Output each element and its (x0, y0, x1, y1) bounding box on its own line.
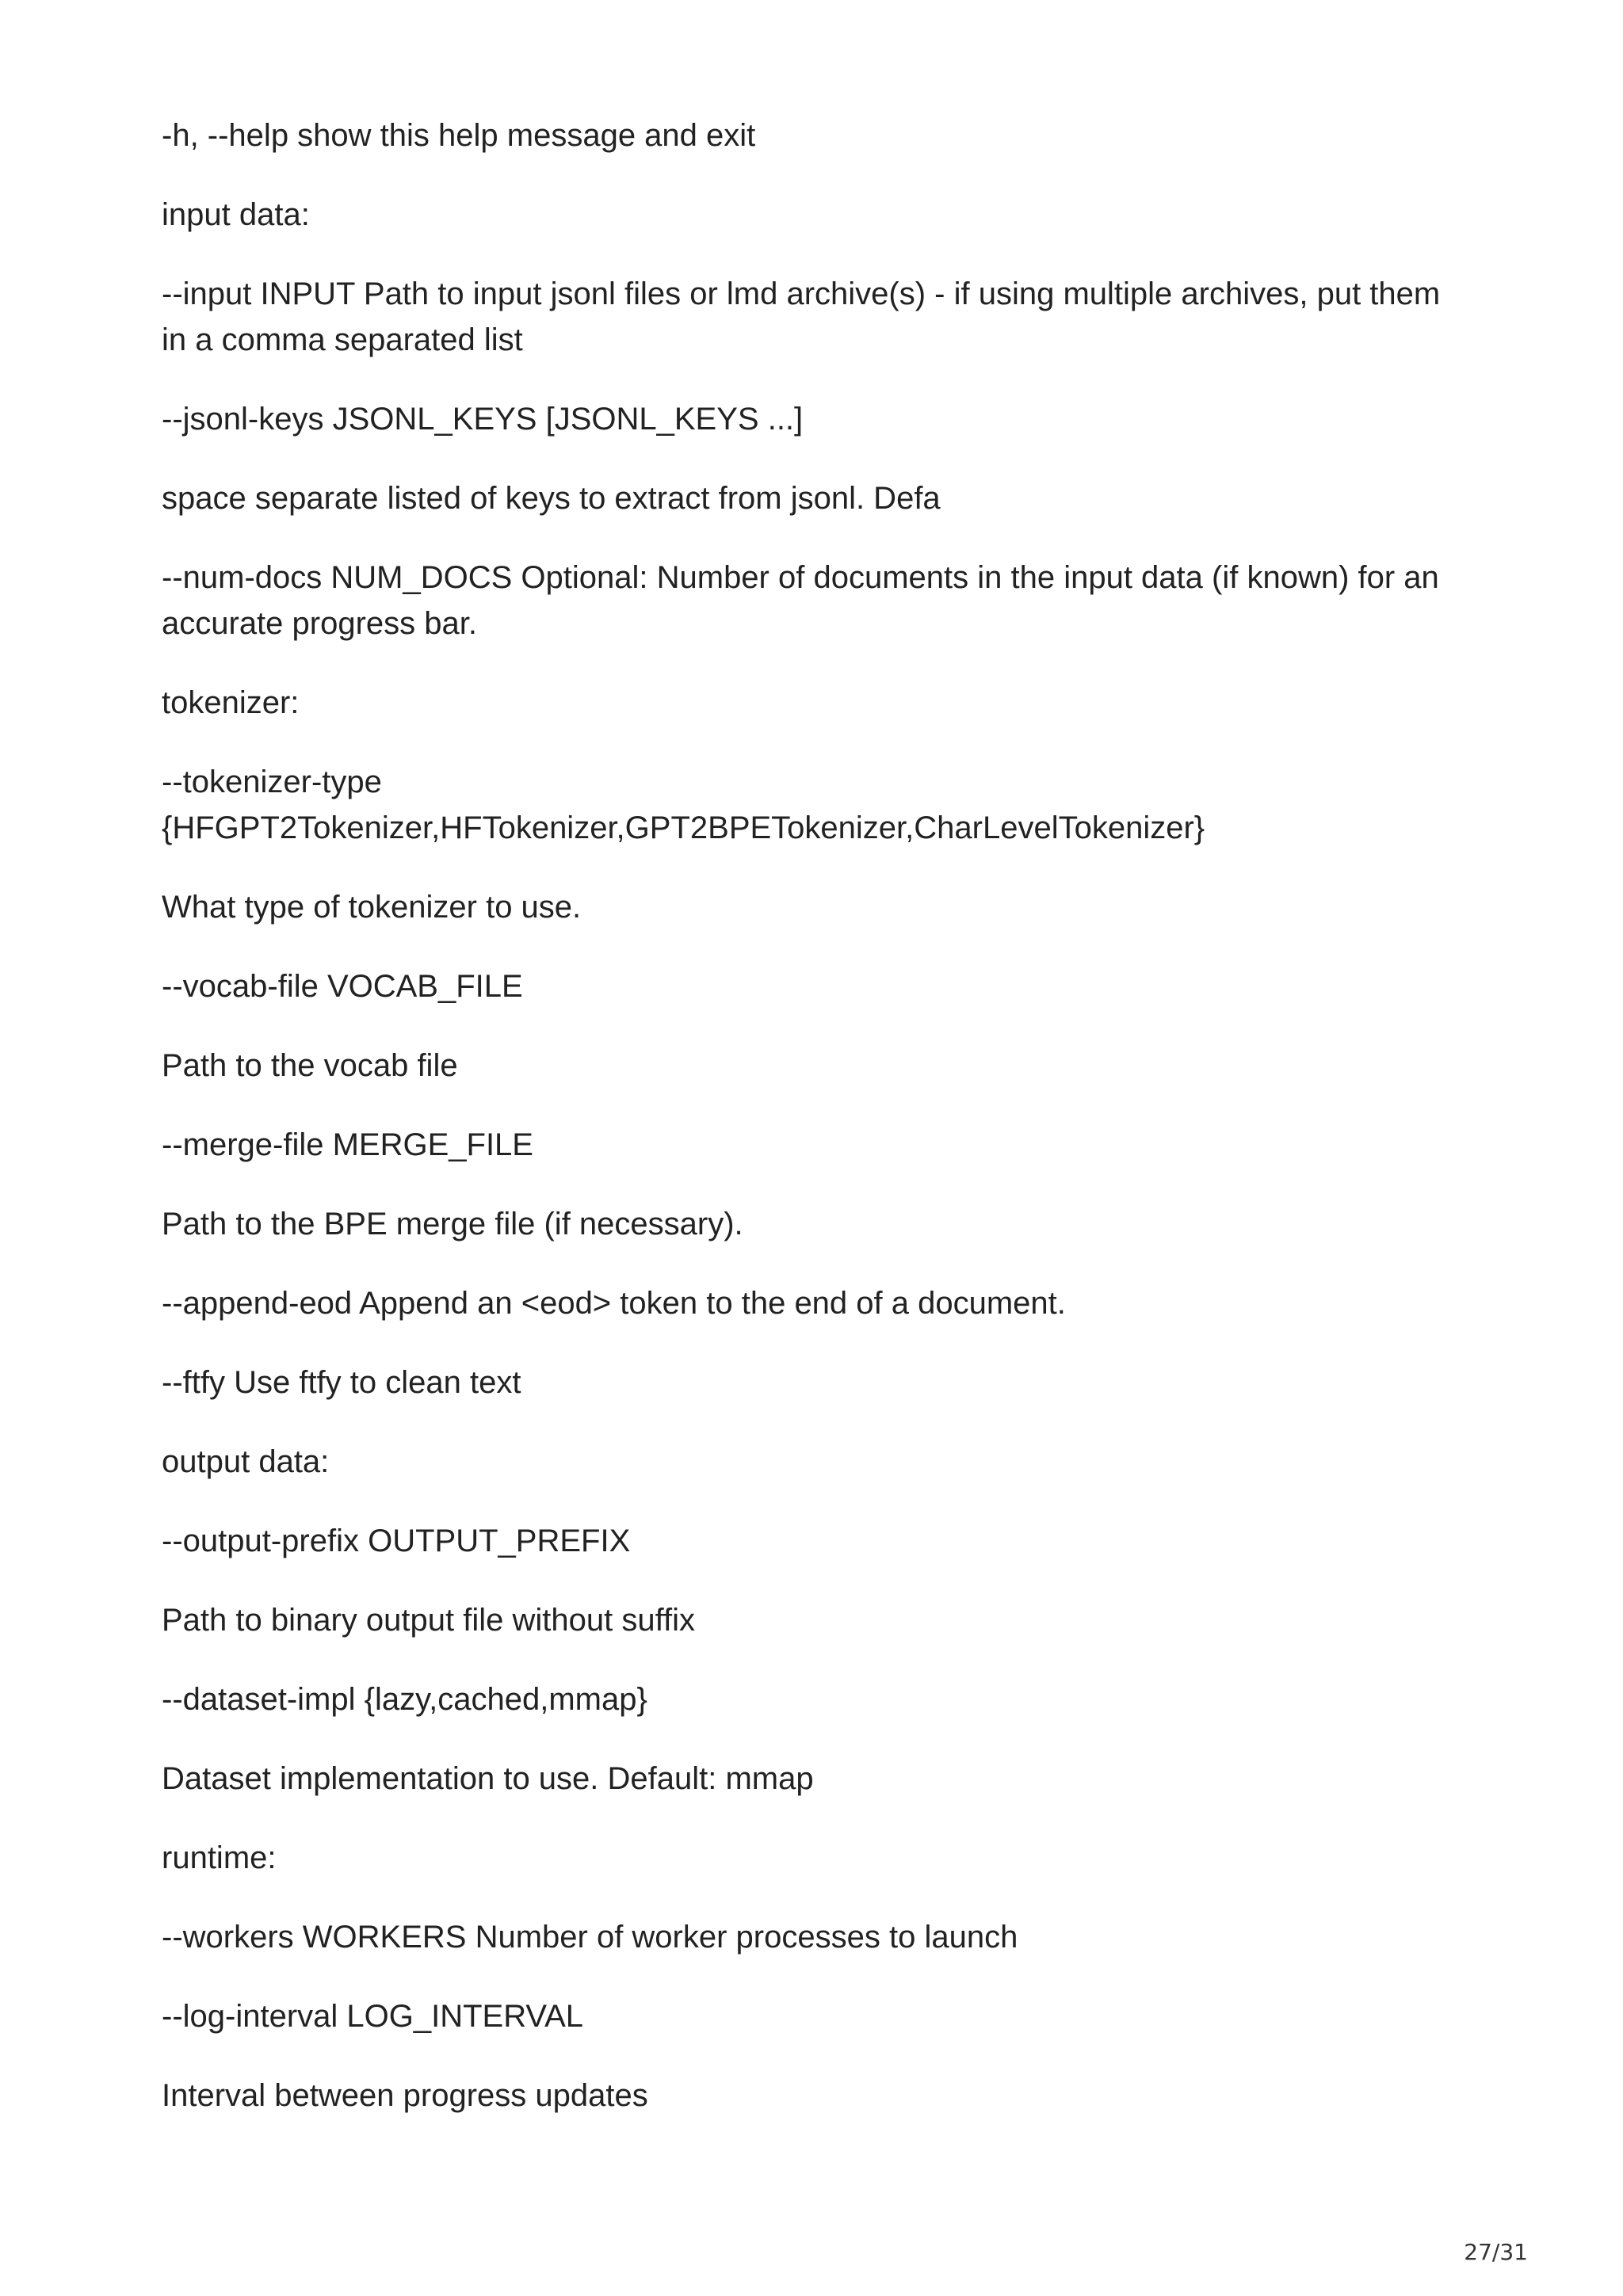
vocab-file-option-line: --vocab-file VOCAB_FILE (162, 969, 523, 1004)
ftfy-option-line: --ftfy Use ftfy to clean text (162, 1365, 521, 1400)
section-heading-input-data: input data: (162, 197, 310, 232)
tokenizer-type-description: What type of tokenizer to use. (162, 890, 582, 925)
num-docs-option-line: --num-docs NUM_DOCS Optional: Number of documents in the input data (if known) for an accurate progress bar. (162, 560, 1439, 641)
merge-file-description: Path to the BPE merge file (if necessary). (162, 1207, 743, 1241)
jsonl-keys-option-line: --jsonl-keys JSONL_KEYS [JSONL_KEYS ...] (162, 402, 804, 437)
dataset-impl-option-line: --dataset-impl {lazy,cached,mmap} (162, 1682, 647, 1717)
merge-file-option-line: --merge-file MERGE_FILE (162, 1127, 533, 1162)
document-body (162, 113, 1461, 2152)
input-option-line: --input INPUT Path to input jsonl files or lmd archive(s) - if using multiple archives, put them in a comma separated list (162, 277, 1441, 357)
jsonl-keys-description: space separate listed of keys to extract from jsonl. Defa (162, 481, 941, 516)
workers-option-line: --workers WORKERS Number of worker processes to launch (162, 1920, 1018, 1955)
section-heading-runtime: runtime: (162, 1840, 277, 1875)
log-interval-description: Interval between progress updates (162, 2078, 648, 2113)
help-option-line: -h, --help show this help message and exit (162, 118, 756, 153)
log-interval-option-line: --log-interval LOG_INTERVAL (162, 1999, 584, 2034)
dataset-impl-description: Dataset implementation to use. Default: mmap (162, 1761, 814, 1796)
section-heading-output-data: output data: (162, 1444, 330, 1479)
tokenizer-type-option-line: --tokenizer-type {HFGPT2Tokenizer,HFTokenizer,GPT2BPETokenizer,CharLevelTokenizer} (162, 765, 1205, 845)
vocab-file-description: Path to the vocab file (162, 1048, 458, 1083)
output-prefix-option-line: --output-prefix OUTPUT_PREFIX (162, 1524, 631, 1558)
section-heading-tokenizer: tokenizer: (162, 685, 300, 720)
append-eod-option-line: --append-eod Append an <eod> token to the end of a document. (162, 1286, 1066, 1321)
page-number: 27/31 (1464, 2239, 1528, 2265)
output-prefix-description: Path to binary output file without suffix (162, 1603, 695, 1638)
